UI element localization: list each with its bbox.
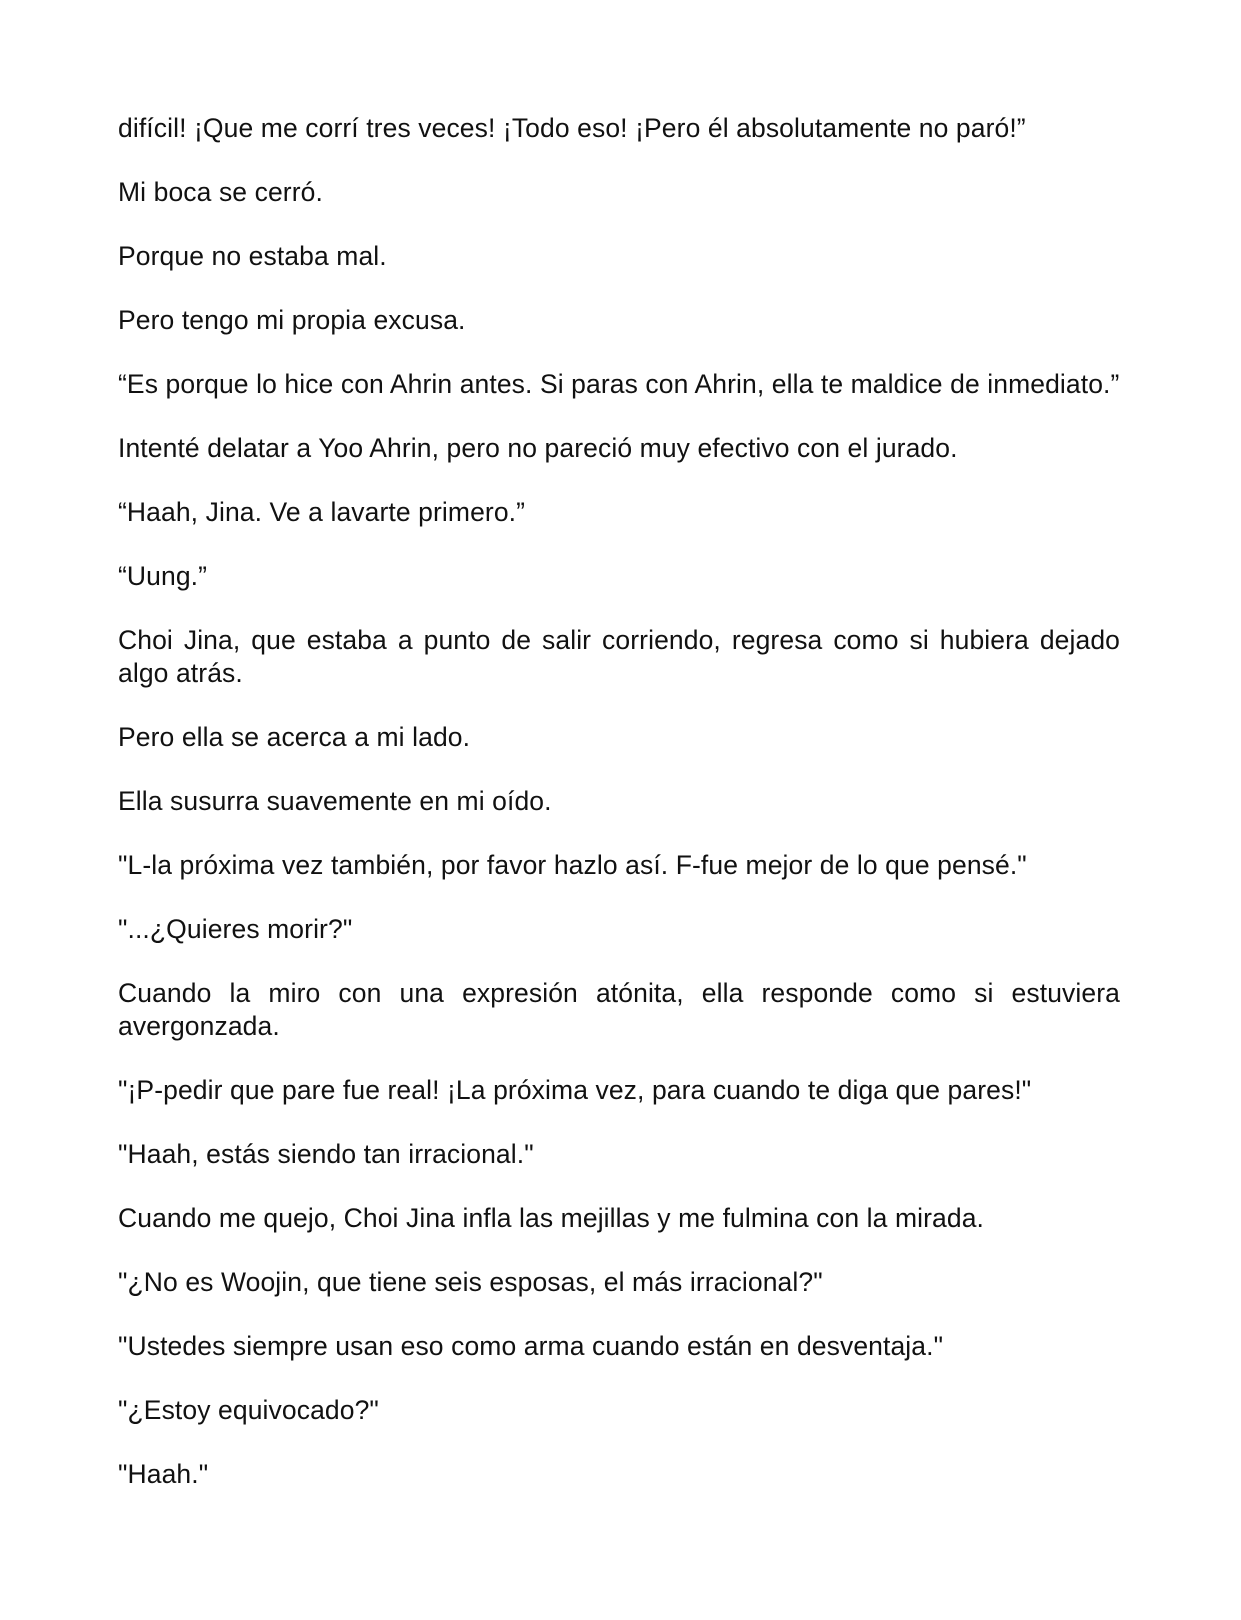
paragraph: Cuando me quejo, Choi Jina infla las mejillas y me fulmina con la mirada. xyxy=(118,1203,985,1233)
paragraph: "¡P-pedir que pare fue real! ¡La próxima vez, para cuando te diga que pares!" xyxy=(118,1075,1032,1105)
paragraph: Mi boca se cerró. xyxy=(118,177,323,207)
paragraph: Intenté delatar a Yoo Ahrin, pero no pareció muy efectivo con el jurado. xyxy=(118,433,958,463)
paragraph: “Uung.” xyxy=(118,561,208,591)
paragraph: "L-la próxima vez también, por favor hazlo así. F-fue mejor de lo que pensé." xyxy=(118,850,1027,880)
paragraph: Ella susurra suavemente en mi oído. xyxy=(118,786,552,816)
paragraph: "Ustedes siempre usan eso como arma cuando están en desventaja." xyxy=(118,1331,944,1361)
paragraph: Pero tengo mi propia excusa. xyxy=(118,305,466,335)
paragraph: "¿Estoy equivocado?" xyxy=(118,1395,379,1425)
paragraph: difícil! ¡Que me corrí tres veces! ¡Todo eso! ¡Pero él absolutamente no paró!” xyxy=(118,113,1026,143)
paragraph: "Haah, estás siendo tan irracional." xyxy=(118,1139,534,1169)
paragraph: “Haah, Jina. Ve a lavarte primero.” xyxy=(118,497,526,527)
paragraph: "¿No es Woojin, que tiene seis esposas, el más irracional?" xyxy=(118,1267,823,1297)
paragraph: "Haah." xyxy=(118,1459,209,1489)
paragraph: “Es porque lo hice con Ahrin antes. Si paras con Ahrin, ella te maldice de inmediato.” xyxy=(118,369,1120,399)
paragraph: Cuando la miro con una expresión atónita, ella responde como si estuviera avergonzada. xyxy=(118,978,1120,1041)
paragraph: "...¿Quieres morir?" xyxy=(118,914,353,944)
paragraph: Porque no estaba mal. xyxy=(118,241,387,271)
paragraph: Pero ella se acerca a mi lado. xyxy=(118,722,471,752)
text-body xyxy=(118,112,1120,1522)
paragraph: Choi Jina, que estaba a punto de salir corriendo, regresa como si hubiera dejado algo atrás. xyxy=(118,625,1120,688)
